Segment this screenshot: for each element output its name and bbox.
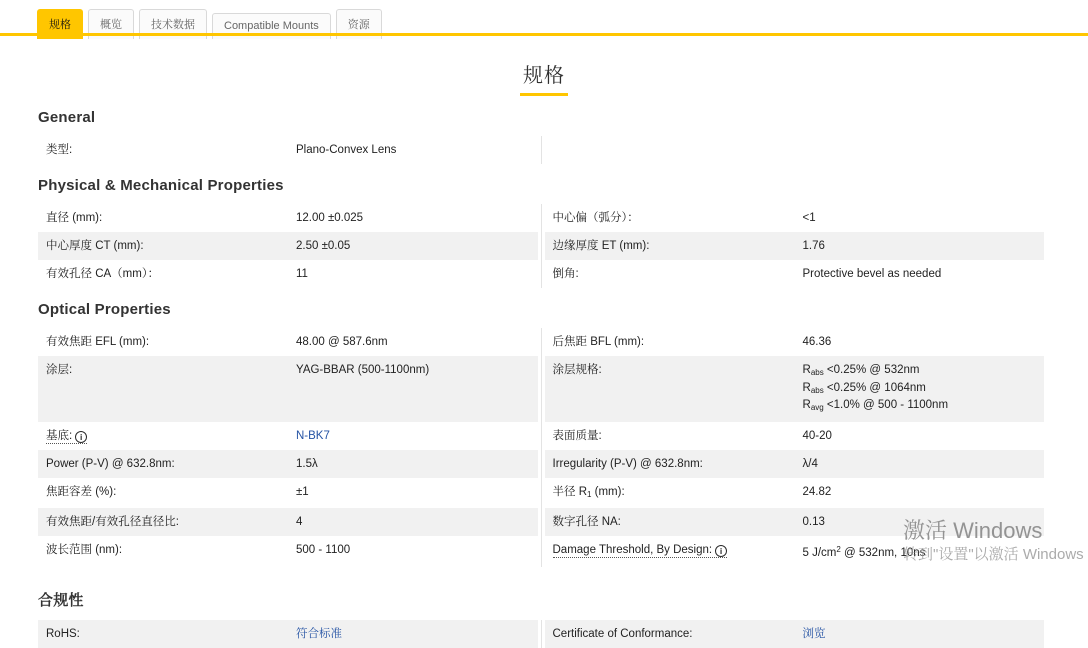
spec-value: 46.36 xyxy=(802,336,832,348)
column-divider xyxy=(541,232,542,260)
spec-label xyxy=(553,515,803,530)
spec-label-text: 中心偏（弧分）： xyxy=(552,212,639,224)
spec-label-text: Certificate of Conformance: xyxy=(552,627,693,640)
spec-row xyxy=(38,260,1044,288)
spec-cell xyxy=(545,422,1045,450)
page-title: 规格 xyxy=(523,65,565,87)
spec-row xyxy=(38,478,1044,509)
spec-cell xyxy=(545,356,1045,422)
spec-label-text: 波长范围 (nm): xyxy=(46,544,123,556)
spec-cell xyxy=(38,422,538,450)
spec-cell xyxy=(38,136,538,164)
section-title: Optical Properties xyxy=(38,301,171,318)
page-title-underline xyxy=(520,93,568,96)
spec-label xyxy=(46,143,296,158)
spec-cell xyxy=(545,204,1045,232)
info-icon[interactable]: i xyxy=(75,431,87,443)
spec-value: Plano-Convex Lens xyxy=(296,144,397,156)
spec-cell xyxy=(545,260,1045,288)
spec-value-link[interactable]: N-BK7 xyxy=(296,429,330,442)
info-icon[interactable]: i xyxy=(715,545,727,557)
spec-label xyxy=(46,485,296,500)
spec-cell xyxy=(38,232,538,260)
spec-value: λ/4 xyxy=(802,457,818,470)
spec-label xyxy=(46,211,296,226)
spec-label xyxy=(553,485,803,503)
spec-label xyxy=(553,627,803,642)
section-general xyxy=(38,109,1044,164)
spec-label xyxy=(553,267,803,282)
spec-label-text: 中心厚度 CT (mm): xyxy=(46,240,144,252)
spec-cell xyxy=(545,536,1045,567)
column-divider xyxy=(541,422,542,450)
watermark-line1: 激活 Windows xyxy=(903,518,1043,543)
column-divider xyxy=(541,620,542,648)
spec-value-link[interactable]: 浏览 xyxy=(802,627,826,640)
spec-label xyxy=(46,267,296,282)
spec-label xyxy=(46,457,296,472)
spec-value: 24.82 xyxy=(802,485,832,498)
spec-label-text: 有效焦距 EFL (mm): xyxy=(46,336,150,348)
section-optical xyxy=(38,301,1044,567)
spec-cell xyxy=(38,450,538,478)
spec-cell xyxy=(38,328,538,356)
spec-value xyxy=(296,627,530,642)
spec-value xyxy=(803,627,1037,642)
spec-label xyxy=(553,429,803,444)
spec-label-text: Irregularity (P-V) @ 632.8nm: xyxy=(552,457,703,470)
section-title: Physical & Mechanical Properties xyxy=(38,177,284,194)
column-divider xyxy=(541,478,542,509)
spec-value-line: $R_{avg} <1.0\%$ @ 500 - 1100nm xyxy=(802,399,949,412)
spec-cell xyxy=(545,136,1045,164)
spec-value: ±1 xyxy=(296,485,309,498)
spec-value: 48.00 @ 587.6nm xyxy=(296,336,388,348)
spec-label-text: Damage Threshold, By Design: i xyxy=(553,544,728,558)
spec-value: <1 xyxy=(802,212,816,224)
spec-label xyxy=(46,627,296,642)
column-divider xyxy=(541,328,542,356)
spec-cell xyxy=(545,450,1045,478)
tab-resources[interactable]: 资源 xyxy=(336,9,382,39)
spec-label-text: Power (P-V) @ 632.8nm: xyxy=(46,457,175,470)
spec-label-text: 半径 $R_1$ (mm): xyxy=(552,485,625,499)
spec-cell xyxy=(545,328,1045,356)
page-title-wrap xyxy=(0,59,1088,96)
spec-label-text: 边缘厚度 ET (mm): xyxy=(552,240,650,252)
spec-label-text: 有效焦距/有效孔径直径比: xyxy=(46,516,179,528)
spec-row xyxy=(38,232,1044,260)
spec-row xyxy=(38,356,1044,422)
spec-row xyxy=(38,204,1044,232)
spec-label xyxy=(553,543,803,558)
spec-value: YAG-BBAR (500-1100nm) xyxy=(296,364,430,376)
spec-cell xyxy=(38,508,538,536)
spec-value: 11 xyxy=(296,268,308,280)
spec-value: 1.76 xyxy=(802,240,825,252)
spec-label-text: 倒角: xyxy=(552,268,579,280)
spec-cell xyxy=(545,478,1045,509)
spec-row xyxy=(38,422,1044,450)
tab-technical-data[interactable]: 技术数据 xyxy=(139,9,207,39)
section-title: 合规性 xyxy=(38,591,84,609)
spec-cell xyxy=(38,536,538,567)
spec-row xyxy=(38,620,1044,648)
spec-value-line: $R_{abs} <0.25\%$ @ 532nm xyxy=(802,364,920,377)
column-divider xyxy=(541,260,542,288)
spec-value: 5 $J/cm^2$ @ 532nm, 10ns xyxy=(802,545,926,559)
spec-cell xyxy=(545,620,1045,648)
spec-label xyxy=(46,515,296,530)
spec-value xyxy=(803,363,1037,416)
spec-value: 1.5λ xyxy=(296,457,318,470)
spec-label xyxy=(553,239,803,254)
spec-label-text: 后焦距 BFL (mm): xyxy=(552,336,645,348)
spec-label-text: 有效孔径 CA（mm）： xyxy=(46,268,160,280)
spec-label xyxy=(553,363,803,378)
spec-label xyxy=(46,543,296,558)
spec-cell xyxy=(545,232,1045,260)
tab-bar xyxy=(0,0,1088,36)
spec-cell xyxy=(38,356,538,422)
spec-row xyxy=(38,450,1044,478)
column-divider xyxy=(541,450,542,478)
spec-value: 12.00 ±0.025 xyxy=(296,212,364,224)
spec-value-line: $R_{abs} <0.25\%$ @ 1064nm xyxy=(802,381,926,395)
spec-value: 0.13 xyxy=(802,516,825,528)
spec-label-text: 焦距容差 (%): xyxy=(46,485,117,498)
spec-label xyxy=(46,429,296,444)
spec-label-text: 涂层规格: xyxy=(552,364,602,376)
column-divider xyxy=(541,204,542,232)
spec-value: 2.50 ±0.05 xyxy=(296,240,351,252)
spec-row xyxy=(38,136,1044,164)
spec-cell xyxy=(38,260,538,288)
tab-compatible-mounts[interactable]: Compatible Mounts xyxy=(212,13,331,39)
spec-label-text: 表面质量: xyxy=(552,429,602,442)
section-physical-mechanical xyxy=(38,177,1044,288)
spec-label-text: 类型: xyxy=(46,144,73,156)
spec-value: 40-20 xyxy=(802,429,832,442)
spec-cell xyxy=(38,204,538,232)
column-divider xyxy=(541,356,542,422)
tab-specifications[interactable]: 规格 xyxy=(37,9,83,39)
spec-label xyxy=(553,211,803,226)
spec-value-link[interactable]: 符合标准 xyxy=(296,627,342,640)
spec-label xyxy=(553,457,803,472)
spec-label-text: 基底: i xyxy=(46,430,87,444)
spec-row xyxy=(38,508,1044,536)
spec-label-text: 涂层: xyxy=(46,364,73,376)
spec-cell xyxy=(38,620,538,648)
spec-value: 500 - 1100 xyxy=(296,544,351,556)
section-title: General xyxy=(38,109,96,126)
spec-value xyxy=(296,429,530,444)
column-divider xyxy=(541,536,542,567)
column-divider xyxy=(541,136,542,164)
spec-cell xyxy=(38,478,538,509)
spec-label xyxy=(46,363,296,378)
watermark-line2: 转到"设置"以激活 Windows xyxy=(903,546,1084,563)
spec-label xyxy=(553,335,803,350)
tab-overview[interactable]: 概览 xyxy=(88,9,134,39)
spec-value: Protective bevel as needed xyxy=(802,268,942,280)
spec-row xyxy=(38,536,1044,567)
spec-label-text: 直径 (mm): xyxy=(46,212,103,224)
spec-label xyxy=(46,239,296,254)
spec-sections xyxy=(0,109,1088,648)
section-compliance xyxy=(38,589,1044,648)
spec-label xyxy=(46,335,296,350)
spec-cell xyxy=(545,508,1045,536)
spec-value: 4 xyxy=(296,516,303,528)
spec-label-text: RoHS: xyxy=(46,627,80,640)
column-divider xyxy=(541,508,542,536)
spec-label-text: 数字孔径 NA: xyxy=(552,516,621,528)
spec-row xyxy=(38,328,1044,356)
